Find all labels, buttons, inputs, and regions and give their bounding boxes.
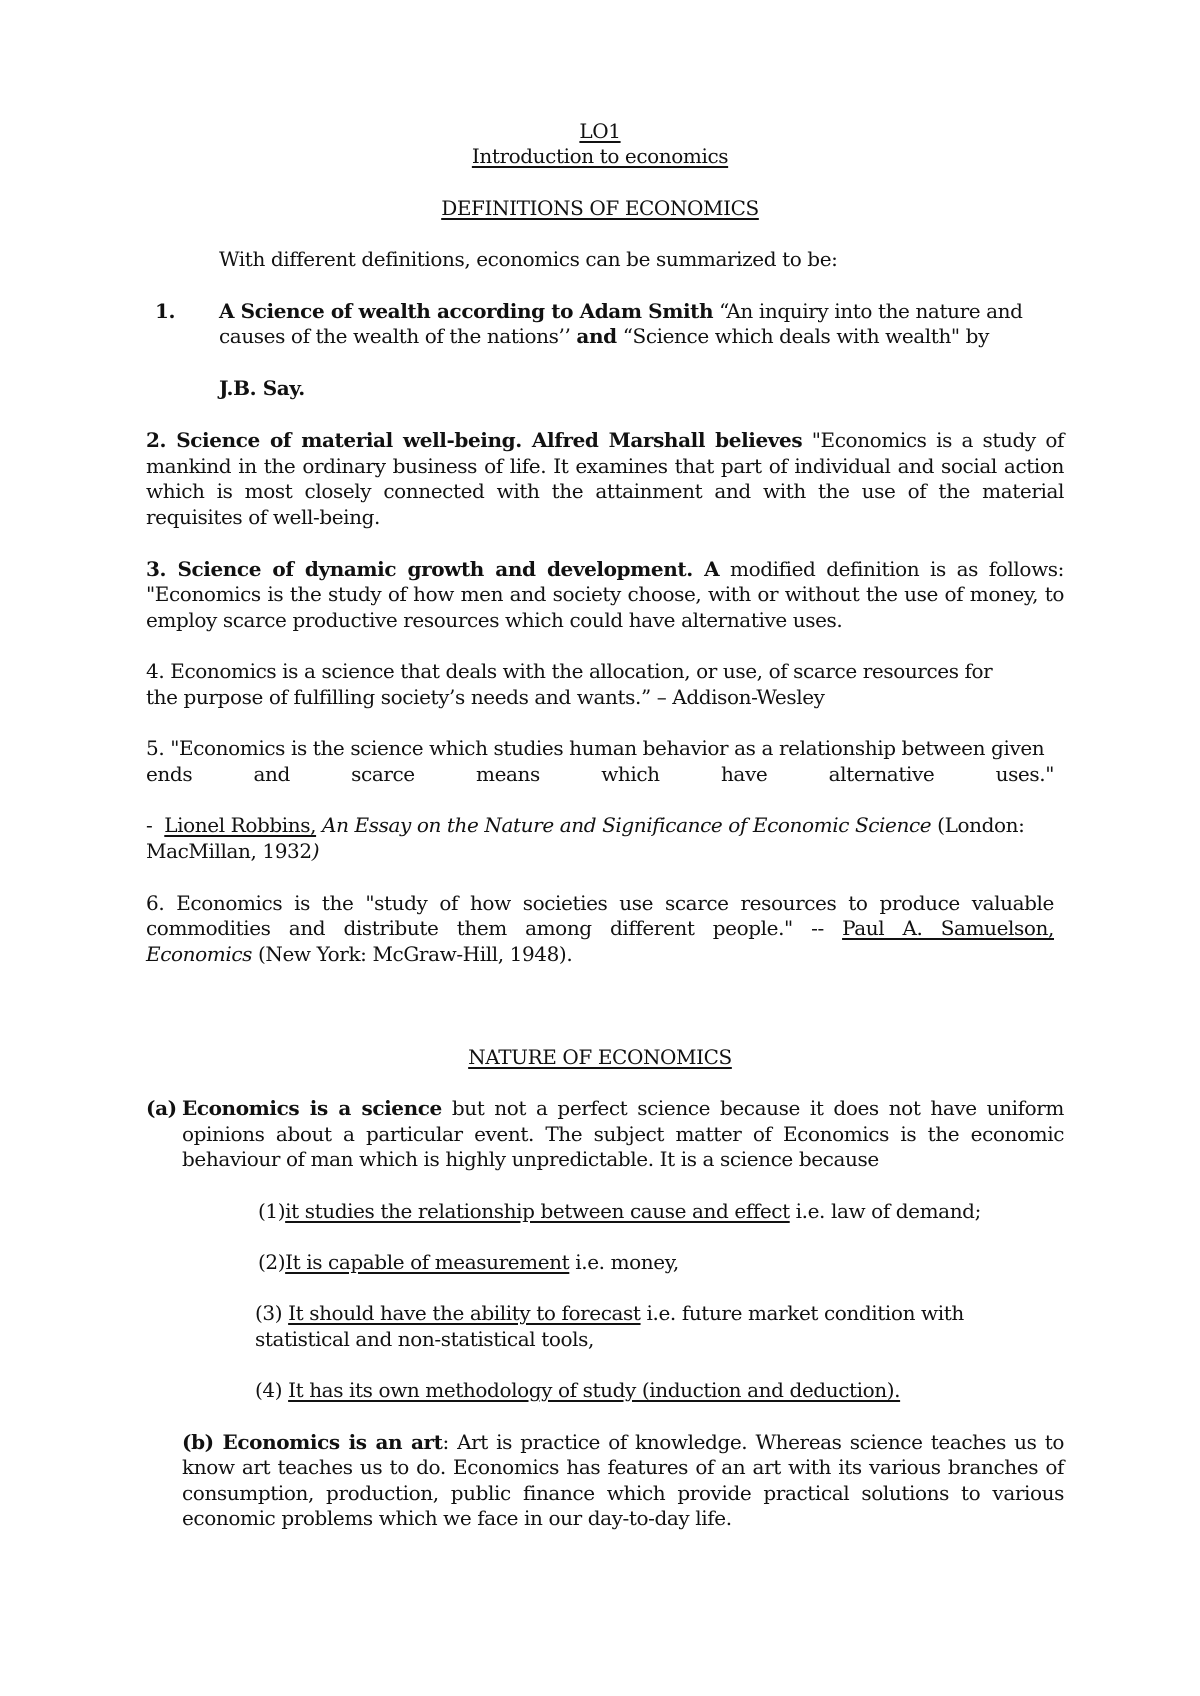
point-1-rest: i.e. law of demand;	[795, 1199, 981, 1223]
nature-point-3	[255, 1299, 964, 1327]
def5-cite-dash: -	[146, 813, 153, 837]
point-2-rest: i.e. money,	[575, 1250, 679, 1274]
def5-line2: ends and scarce means which have alternative uses."	[146, 762, 1054, 786]
def5-cite-paren: )	[311, 839, 320, 863]
nature-heading: NATURE OF ECONOMICS	[468, 1045, 732, 1069]
point-3-underlined: It should have the ability to forecast	[288, 1301, 641, 1325]
point-4-num: (4)	[255, 1378, 283, 1402]
nature-a-bold: Economics is a science	[182, 1096, 442, 1120]
def1-and: and	[576, 324, 617, 348]
definitions-heading: DEFINITIONS OF ECONOMICS	[441, 196, 759, 220]
def1-line1-rest: “An inquiry into the nature and	[719, 299, 1023, 323]
page-subtitle: Introduction to economics	[471, 144, 729, 168]
def3-line3: employ scarce productive resources which could have alternative uses.	[146, 608, 843, 632]
def5-cite-publisher: MacMillan, 1932	[146, 839, 312, 863]
nature-b-line1-rest: : Art is practice of knowledge. Whereas science teaches us to	[442, 1430, 1064, 1454]
point-2-underlined: It is capable of measurement	[285, 1250, 570, 1274]
nature-a-line3: behaviour of man which is highly unpredictable. It is a science because	[182, 1147, 879, 1171]
nature-point-4	[255, 1376, 900, 1404]
def4-line2: the purpose of fulfilling society’s needs and wants.” – Addison-Wesley	[146, 685, 825, 709]
def5-cite-title: An Essay on the Nature and Significance of Economic Science	[322, 813, 932, 837]
def2-line1	[146, 426, 1064, 454]
nature-b-bold: (b) Economics is an art	[182, 1430, 443, 1454]
def2-line2: mankind in the ordinary business of life. It examines that part of individual and social action	[146, 454, 1064, 478]
def6-title: Economics	[146, 942, 252, 966]
nature-point-2	[258, 1248, 679, 1276]
def3-bold: 3. Science of dynamic growth and development. A	[146, 557, 720, 581]
def3-line1	[146, 555, 1064, 583]
def5-citation	[146, 811, 1024, 839]
def1-bold: A Science of wealth according to Adam Smith	[219, 299, 714, 323]
def6-line1: 6. Economics is the "study of how societies use scarce resources to produce valuable	[146, 891, 1054, 915]
def1-line2-a: causes of the wealth of the nations’’	[219, 324, 571, 348]
nature-point-1	[258, 1197, 981, 1225]
nature-b-line3: consumption, production, public finance which provide practical solutions to various	[182, 1481, 1064, 1505]
point-4-underlined: It has its own methodology of study (induction and deduction).	[288, 1378, 901, 1402]
lo-code: LO1	[579, 119, 621, 143]
def6-author: Paul A. Samuelson,	[842, 916, 1054, 940]
point-2-num: (2)	[258, 1250, 286, 1274]
def1-number: 1.	[155, 299, 176, 323]
def6-line2	[146, 914, 1054, 942]
def5-citation-line2	[146, 837, 319, 865]
nature-a-line1	[182, 1094, 1064, 1122]
nature-b-line4: economic problems which we face in our day-to-day life.	[182, 1506, 732, 1530]
def3-line2: "Economics is the study of how men and society choose, with or without the use of money, to	[146, 582, 1064, 606]
nature-a-line2: opinions about a particular event. The subject matter of Economics is the economic	[182, 1122, 1064, 1146]
point-1-num: (1)	[258, 1199, 286, 1223]
def3-line1-rest: modified definition is as follows:	[730, 557, 1064, 581]
def2-bold: 2. Science of material well-being. Alfred Marshall believes	[146, 428, 803, 452]
nature-a-label: (a)	[146, 1096, 177, 1120]
def6-line3	[146, 940, 572, 968]
nature-b-line1	[182, 1428, 1064, 1456]
point-3-num: (3)	[255, 1301, 283, 1325]
point-3-rest: i.e. future market condition with	[646, 1301, 964, 1325]
def5-cite-author: Lionel Robbins,	[164, 813, 317, 837]
nature-b-line2: know art teaches us to do. Economics has features of an art with its various branches of	[182, 1455, 1064, 1479]
def1-line2	[219, 322, 989, 350]
def2-line4: requisites of well-being.	[146, 505, 381, 529]
nature-point-3-line2: statistical and non-statistical tools,	[255, 1327, 594, 1351]
nature-a-line1-rest: but not a perfect science because it does not have uniform	[451, 1096, 1064, 1120]
def1-line3: J.B. Say.	[219, 376, 305, 400]
point-1-underlined: it studies the relationship between cause and effect	[285, 1199, 790, 1223]
def5-line1: 5. "Economics is the science which studies human behavior as a relationship between given	[146, 736, 1045, 760]
def1-line2-b: “Science which deals with wealth" by	[622, 324, 989, 348]
def4-line1: 4. Economics is a science that deals with the allocation, or use, of scarce resources for	[146, 659, 993, 683]
def6-line2-a: commodities and distribute them among different people." --	[146, 916, 824, 940]
def2-line1-rest: "Economics is a study of	[811, 428, 1064, 452]
def2-line3: which is most closely connected with the attainment and with the use of the material	[146, 479, 1064, 503]
def5-cite-rest: (London:	[937, 813, 1025, 837]
def6-line3-rest: (New York: McGraw-Hill, 1948).	[257, 942, 573, 966]
def1-line1	[219, 297, 1023, 325]
intro-line: With different definitions, economics can be summarized to be:	[219, 247, 838, 271]
